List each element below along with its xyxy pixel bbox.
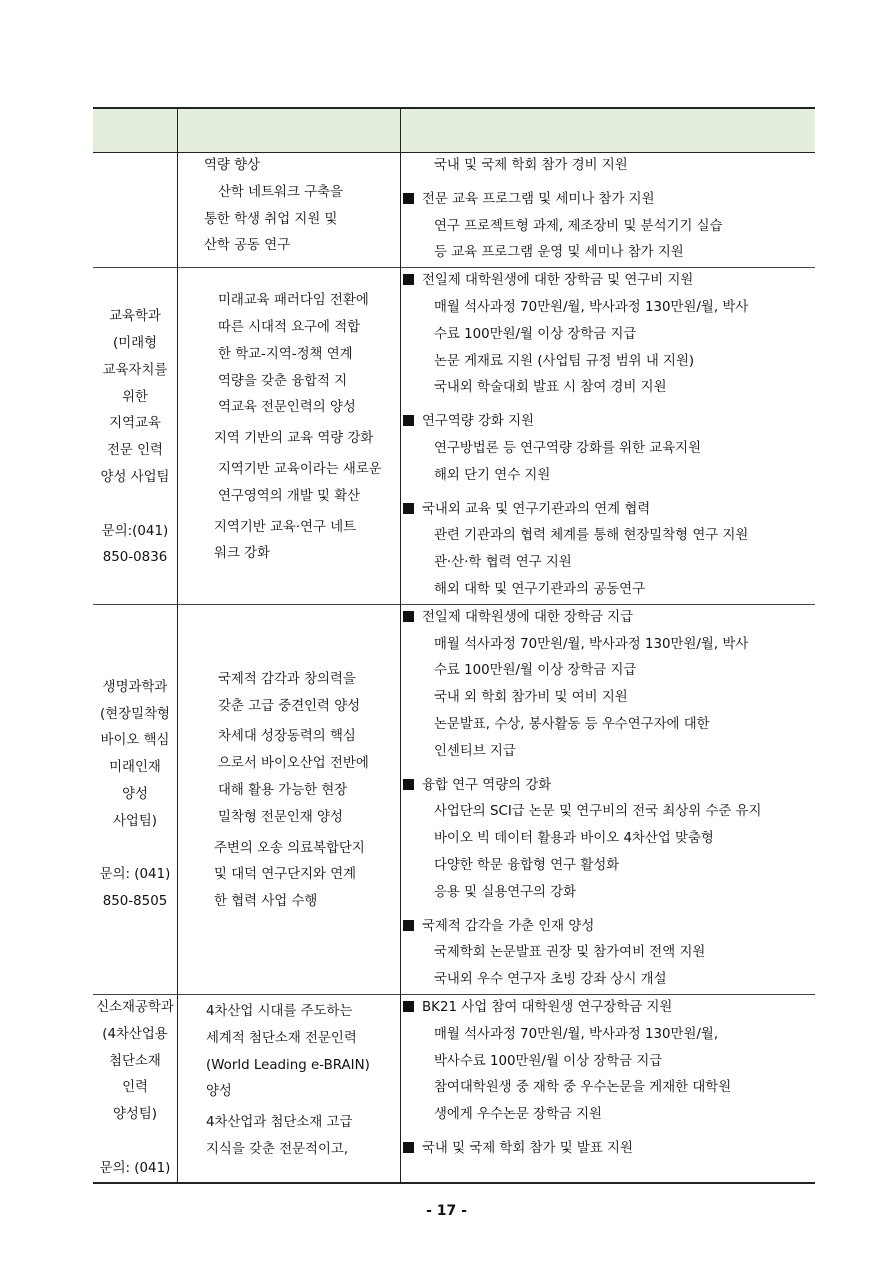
square-bullet-icon: [403, 503, 414, 514]
activity-heading-text: 국내외 교육 및 연구기관과의 연계 협력: [422, 501, 651, 517]
square-bullet-icon: [403, 779, 414, 790]
activity-group: [401, 268, 815, 402]
goal-line: 역량 향상: [204, 158, 260, 173]
dept-line: (현장밀착형: [100, 706, 170, 722]
activity-detail: 생에게 우수논문 장학금 지원: [434, 1107, 602, 1123]
activity-detail: 바이오 빅 데이터 활용과 바이오 4차산업 맞춤형: [434, 831, 714, 847]
dept-line: 사업팀): [112, 813, 158, 829]
activity-detail: 박사수료 100만원/월 이상 장학금 지급: [434, 1053, 663, 1069]
activity-detail: 매월 석사과정 70만원/월, 박사과정 130만원/월, 박사: [434, 299, 749, 315]
dept-line: 신소재공학과: [96, 999, 174, 1015]
dept-line: 전문 인력: [107, 443, 163, 459]
activity-heading: [401, 914, 815, 941]
activity-detail: 해외 대학 및 연구기관과의 공동연구: [434, 581, 646, 597]
goal-line: 워크 강화: [214, 546, 270, 562]
goal-line: 따른 시대적 요구에 적합: [218, 319, 361, 335]
activity-group: [401, 187, 815, 267]
goal-line: 미래교육 패러다임 전환에: [218, 293, 369, 309]
dept-cell: [93, 994, 178, 1183]
dept-line: 양성팀): [112, 1107, 158, 1123]
activity-heading-text: 융합 연구 역량의 강화: [422, 777, 552, 793]
table-row: [93, 153, 815, 268]
activity-detail: 수료 100만원/월 이상 장학금 지급: [434, 326, 637, 342]
goal-line: 연구영역의 개발 및 확산: [218, 488, 361, 504]
goal-cell: [178, 604, 401, 994]
activity-heading-text: 국제적 감각을 가춘 인재 양성: [422, 918, 595, 934]
dept-line: 문의:(041): [101, 523, 169, 539]
activity-cell: [401, 153, 816, 268]
activity-detail: 인센티브 지급: [434, 743, 516, 759]
goal-cell: [178, 994, 401, 1183]
activity-heading-text: BK21 사업 참여 대학원생 연구장학금 지원: [422, 999, 673, 1015]
activity-detail: 매월 석사과정 70만원/월, 박사과정 130만원/월,: [434, 1026, 719, 1042]
page-number: - 17 -: [426, 1203, 467, 1219]
activity-heading: [401, 1136, 815, 1163]
activity-detail: 연구 프로젝트형 과제, 제조장비 및 분석기기 실습: [434, 218, 723, 234]
activity-heading: [401, 497, 815, 524]
table-row: [93, 994, 815, 1183]
square-bullet-icon: [403, 1142, 414, 1153]
goal-line: 한 학교-지역-정책 연계: [218, 346, 353, 362]
activity-detail: 해외 단기 연수 지원: [434, 467, 551, 483]
dept-line: [93, 1129, 177, 1156]
goal-line: 밀착형 전문인재 양성: [218, 809, 343, 825]
dept-cell: [93, 604, 178, 994]
goal-line: 차세대 성장동력의 핵심: [218, 729, 356, 745]
table-row: [93, 268, 815, 605]
goal-item: [178, 457, 400, 511]
activity-detail: 다양한 학문 융합형 연구 활성화: [434, 857, 620, 873]
goal-line: 및 대덕 연구단지와 연계: [214, 867, 357, 883]
activity-group: [401, 773, 815, 907]
goal-line: 세계적 첨단소재 전문인력: [206, 1030, 357, 1046]
goal-line: 대해 활용 가능한 현장: [218, 782, 348, 798]
activity-heading-text: 전문 교육 프로그램 및 세미나 참가 지원: [422, 191, 655, 207]
activity-heading: [401, 268, 815, 295]
square-bullet-icon: [403, 274, 414, 285]
activity-detail: 국내 및 국제 학회 참가 경비 지원: [434, 158, 628, 173]
activity-detail: 참여대학원생 중 재학 중 우수논문을 게재한 대학원: [434, 1080, 732, 1096]
activity-detail: 국내외 우수 연구자 초빙 강좌 상시 개설: [434, 972, 667, 988]
activity-group: [401, 995, 815, 1129]
goal-item: [178, 667, 400, 721]
dept-line: [93, 492, 177, 519]
dept-line: 첨단소재: [109, 1053, 161, 1069]
dept-line: 문의: (041): [99, 867, 171, 883]
goal-line: 으로서 바이오산업 전반에: [218, 756, 369, 772]
activity-detail: 논문발표, 수상, 봉사활동 등 우수연구자에 대한: [434, 716, 710, 732]
activity-heading: [401, 773, 815, 800]
activity-heading-text: 국내 및 국제 학회 참가 및 발표 지원: [422, 1140, 633, 1156]
activity-detail: 관·산·학 협력 연구 지원: [434, 555, 572, 571]
dept-line: 미래인재: [109, 760, 161, 776]
dept-line: 850-0836: [102, 550, 168, 566]
activity-detail: 매월 석사과정 70만원/월, 박사과정 130만원/월, 박사: [434, 636, 749, 652]
activity-detail: 국내 외 학회 참가비 및 여비 지원: [434, 690, 628, 706]
goal-item: [178, 836, 400, 916]
goal-item: [178, 153, 400, 180]
dept-line: 교육자치를: [102, 362, 168, 378]
goal-line: 지역기반 교육이라는 새로운: [218, 461, 382, 477]
square-bullet-icon: [403, 415, 414, 426]
goal-line: 국제적 감각과 창의력을: [218, 671, 356, 687]
activity-group: [401, 409, 815, 489]
goal-line: 지역기반 교육·연구 네트: [214, 519, 357, 535]
activity-heading-text: 연구역량 강화 지원: [422, 414, 534, 430]
goal-line: 갖춘 고급 중견인력 양성: [218, 698, 361, 714]
activity-heading: [401, 409, 815, 436]
goal-line: 4차산업 시대를 주도하는: [206, 1003, 353, 1019]
activity-detail: 응용 및 실용연구의 강화: [434, 884, 577, 900]
activity-heading: [401, 187, 815, 214]
goal-line: 통한 학생 취업 지원 및: [204, 211, 338, 227]
dept-line: 인력: [122, 1080, 148, 1096]
header-cell-goal: [178, 108, 401, 153]
activity-detail: 사업단의 SCI급 논문 및 연구비의 전국 최상위 수준 유지: [434, 804, 762, 820]
dept-line: 위한: [122, 389, 148, 405]
goal-cell: [178, 153, 401, 268]
dept-line: [93, 836, 177, 863]
goal-line: 지역 기반의 교육 역량 강화: [214, 431, 374, 447]
activity-heading-text: 전일제 대학원생에 대한 장학금 지급: [422, 609, 634, 625]
goal-cell: [178, 268, 401, 605]
activity-group: [401, 497, 815, 604]
square-bullet-icon: [403, 1001, 414, 1012]
activity-group: [401, 1136, 815, 1163]
activity-detail: 국제학회 논문발표 권장 및 참가여비 전액 지원: [434, 945, 706, 961]
activity-detail: 수료 100만원/월 이상 장학금 지급: [434, 663, 637, 679]
dept-cell: [93, 153, 178, 268]
goal-line: 지식을 갖춘 전문적이고,: [206, 1141, 349, 1157]
activity-detail: 국내외 학술대회 발표 시 참여 경비 지원: [434, 380, 667, 396]
table-header-row: [93, 108, 815, 153]
activity-cell: [401, 604, 816, 994]
program-table: [93, 107, 815, 1184]
dept-line: 교육학과: [109, 309, 161, 325]
dept-cell: [93, 268, 178, 605]
dept-line: 양성: [122, 786, 148, 802]
dept-line: (4차산업용: [102, 1026, 168, 1042]
goal-line: 역량을 갖춘 융합적 지: [218, 373, 348, 389]
square-bullet-icon: [403, 193, 414, 204]
square-bullet-icon: [403, 920, 414, 931]
table-row: [93, 604, 815, 994]
header-cell-activity: [401, 108, 816, 153]
goal-item: [178, 999, 400, 1106]
goal-item: [178, 426, 400, 453]
goal-line: 주변의 오송 의료복합단지: [214, 840, 365, 856]
activity-heading-text: 전일제 대학원생에 대한 장학금 및 연구비 지원: [422, 273, 694, 289]
dept-line: 문의: (041): [99, 1160, 171, 1176]
goal-item: [178, 724, 400, 831]
activity-cell: [401, 268, 816, 605]
activity-heading: [401, 605, 815, 632]
goal-item: [178, 180, 400, 207]
dept-line: (미래형: [112, 335, 158, 351]
activity-group: [401, 914, 815, 994]
goal-line: (World Leading e-BRAIN): [206, 1057, 370, 1073]
square-bullet-icon: [403, 611, 414, 622]
goal-item: [178, 1110, 400, 1164]
goal-line: 양성: [206, 1084, 232, 1100]
goal-item: [178, 207, 400, 261]
header-cell-dept: [93, 108, 178, 153]
goal-item: [178, 288, 400, 422]
dept-line: 양성 사업팀: [100, 469, 170, 485]
activity-detail: 등 교육 프로그램 운영 및 세미나 참가 지원: [434, 245, 684, 261]
dept-line: 생명과학과: [102, 679, 168, 695]
dept-line: 지역교육: [109, 416, 161, 432]
activity-detail: 관련 기관과의 협력 체계를 통해 현장밀착형 연구 지원: [434, 528, 749, 544]
goal-line: 한 협력 사업 수행: [214, 894, 318, 910]
activity-heading: [401, 995, 815, 1022]
activity-detail: 논문 게재료 지원 (사업팀 규정 범위 내 지원): [434, 353, 695, 369]
activity-group: [401, 605, 815, 766]
activity-group: [401, 153, 815, 180]
activity-cell: [401, 994, 816, 1183]
goal-line: 산학 네트워크 구축을: [218, 184, 343, 200]
goal-line: 4차산업과 첨단소재 고급: [206, 1115, 353, 1131]
goal-item: [178, 515, 400, 569]
goal-line: 역교육 전문인력의 양성: [218, 400, 356, 416]
goal-line: 산학 공동 연구: [204, 238, 291, 254]
dept-line: 850-8505: [102, 894, 168, 910]
dept-line: 바이오 핵심: [100, 733, 170, 749]
activity-detail: 연구방법론 등 연구역량 강화를 위한 교육지원: [434, 440, 702, 456]
